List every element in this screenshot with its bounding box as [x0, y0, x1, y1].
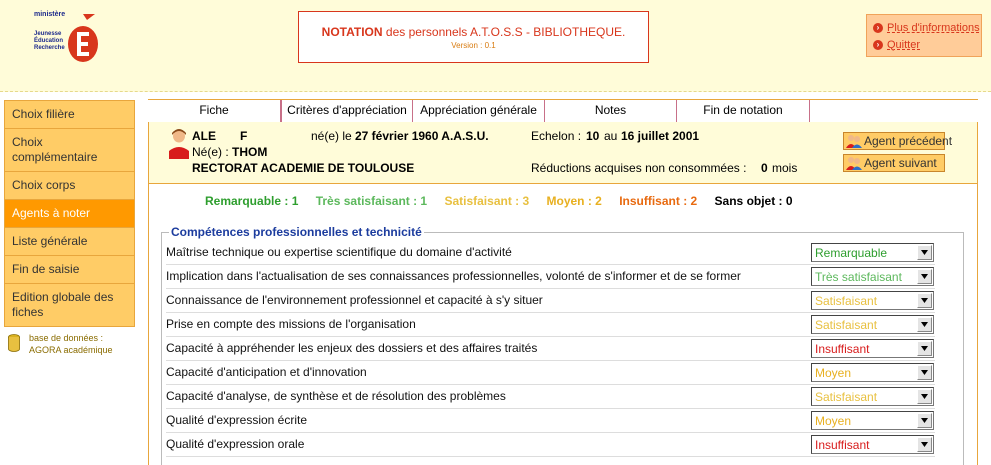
app-title-bold: NOTATION — [321, 25, 383, 39]
logo-e-mark-icon — [65, 12, 101, 66]
database-info — [8, 332, 138, 358]
criteria-label: Maîtrise technique ou expertise scientifique du domaine d'activité — [166, 245, 512, 259]
rating-select-value: Satisfaisant — [815, 294, 878, 308]
arrow-right-icon: › — [873, 40, 883, 50]
criteria-label: Qualité d'expression écrite — [166, 413, 308, 427]
sidebar-item-fin-de-saisie[interactable]: Fin de saisie — [4, 256, 135, 284]
criteria-label: Connaissance de l'environnement professionnel et capacité à s'y situer — [166, 293, 543, 307]
rating-select[interactable] — [811, 435, 934, 454]
dropdown-arrow-icon[interactable] — [917, 245, 932, 260]
sidebar-item-agents-a-noter[interactable]: Agents à noter — [4, 200, 135, 228]
rating-select[interactable] — [811, 291, 934, 310]
rating-select[interactable] — [811, 243, 934, 262]
database-name: AGORA académique — [29, 345, 113, 355]
dropdown-arrow-icon[interactable] — [917, 389, 932, 404]
agent-info-panel — [148, 122, 978, 184]
legend-moyen: Moyen : 2 — [546, 194, 602, 208]
dropdown-arrow-icon[interactable] — [917, 269, 932, 284]
echelon-value: 10 — [586, 129, 600, 143]
ministry-logo — [34, 12, 104, 70]
header-links-box — [866, 14, 982, 57]
tab-appreciation-generale[interactable]: Appréciation générale — [413, 100, 545, 123]
echelon-au: au — [604, 129, 618, 143]
rating-select[interactable] — [811, 387, 934, 406]
tab-notes[interactable]: Notes — [545, 100, 677, 123]
agent-surname: ALE — [192, 129, 216, 143]
app-version: Version : 0.1 — [451, 41, 496, 50]
rating-select-value: Très satisfaisant — [815, 270, 902, 284]
tab-bar — [148, 99, 978, 122]
users-icon — [846, 156, 862, 170]
dropdown-arrow-icon[interactable] — [917, 317, 932, 332]
agent-firstname: F — [240, 129, 248, 143]
previous-agent-label: Agent précédent — [864, 134, 953, 148]
rating-legend — [205, 194, 807, 208]
legend-tres-satisfaisant: Très satisfaisant : 1 — [315, 194, 428, 208]
rating-select[interactable] — [811, 315, 934, 334]
criteria-label: Capacité à appréhender les enjeux des dossiers et des affaires traités — [166, 341, 538, 355]
previous-agent-button[interactable] — [843, 132, 953, 150]
criteria-row — [166, 409, 935, 433]
section-title: Compétences professionnelles et technicité — [171, 225, 422, 239]
criteria-label: Implication dans l'actualisation de ses connaissances professionnelles, volonté de s'informer et de se former — [166, 269, 741, 283]
criteria-label: Capacité d'analyse, de synthèse et de résolution des problèmes — [166, 389, 506, 403]
dropdown-arrow-icon[interactable] — [917, 341, 932, 356]
quit-label: Quitter — [887, 39, 921, 51]
rating-select-value: Moyen — [815, 414, 852, 428]
reductions-unit: mois — [772, 161, 798, 175]
dropdown-arrow-icon[interactable] — [917, 365, 932, 380]
more-info-label: Plus d'informations — [887, 22, 980, 34]
dropdown-arrow-icon[interactable] — [917, 293, 932, 308]
sidebar-item-liste-generale[interactable]: Liste générale — [4, 228, 135, 256]
rating-select-value: Satisfaisant — [815, 390, 878, 404]
rating-select-value: Remarquable — [815, 246, 888, 260]
sidebar-item-choix-corps[interactable]: Choix corps — [4, 172, 135, 200]
birth-name-value: THOM — [232, 145, 268, 159]
sidebar-item-choix-filiere[interactable]: Choix filière — [4, 100, 135, 129]
tab-criteres-appreciation[interactable]: Critères d'appréciation — [281, 100, 413, 123]
criteria-row — [166, 361, 935, 385]
legend-satisfaisant: Satisfaisant : 3 — [444, 194, 530, 208]
sidebar-item-choix-complementaire[interactable]: Choix complémentaire — [4, 129, 135, 172]
next-agent-label: Agent suivant — [864, 156, 937, 170]
rating-select-value: Insuffisant — [815, 342, 870, 356]
sidebar-nav — [4, 100, 135, 327]
agent-affectation: RECTORAT ACADEMIE DE TOULOUSE — [192, 161, 415, 175]
legend-remarquable: Remarquable : 1 — [205, 194, 299, 208]
birth-name-label: Né(e) : — [192, 145, 229, 159]
rating-select-value: Satisfaisant — [815, 318, 878, 332]
criteria-row — [166, 385, 935, 409]
next-agent-button[interactable] — [843, 154, 945, 172]
echelon-label: Echelon : — [531, 129, 582, 143]
criteria-row — [166, 241, 935, 265]
more-info-link[interactable] — [873, 22, 980, 34]
criteria-label: Capacité d'anticipation et d'innovation — [166, 365, 367, 379]
criteria-row — [166, 313, 935, 337]
quit-link[interactable] — [873, 39, 920, 51]
rating-select-value: Moyen — [815, 366, 852, 380]
criteria-row — [166, 265, 935, 289]
tab-fin-de-notation[interactable]: Fin de notation — [677, 100, 810, 123]
database-label: base de données : — [29, 333, 104, 343]
database-icon — [8, 334, 20, 352]
criteria-label: Qualité d'expression orale — [166, 437, 305, 451]
tab-fiche[interactable]: Fiche — [148, 100, 281, 123]
criteria-label: Prise en compte des missions de l'organisation — [166, 317, 416, 331]
rating-select[interactable] — [811, 411, 934, 430]
reductions-value: 0 — [761, 161, 768, 175]
rating-select[interactable] — [811, 267, 934, 286]
birth-label: né(e) le — [311, 129, 352, 143]
page-header — [0, 0, 991, 92]
app-title-rest: des personnels A.T.O.S.S - BIBLIOTHEQUE. — [382, 25, 626, 39]
users-icon — [846, 134, 862, 148]
app-title-box — [298, 11, 649, 63]
logo-line-1: ministère — [34, 11, 66, 18]
dropdown-arrow-icon[interactable] — [917, 413, 932, 428]
sidebar-item-edition-globale[interactable]: Edition globale des fiches — [4, 284, 135, 327]
competences-fieldset — [161, 225, 964, 465]
logo-line-3: Éducation — [34, 38, 64, 44]
rating-select-value: Insuffisant — [815, 438, 870, 452]
logo-line-4: Recherche — [34, 45, 65, 51]
criteria-row — [166, 289, 935, 313]
dropdown-arrow-icon[interactable] — [917, 437, 932, 452]
person-icon — [168, 129, 190, 159]
criteria-panel — [148, 184, 978, 465]
logo-line-2: Jeunesse — [34, 31, 62, 37]
legend-insuffisant: Insuffisant : 2 — [619, 194, 698, 208]
reductions-label: Réductions acquises non consommées : — [531, 161, 747, 175]
legend-sans-objet: Sans objet : 0 — [714, 194, 793, 208]
arrow-right-icon: › — [873, 23, 883, 33]
echelon-date: 16 juillet 2001 — [621, 129, 700, 143]
rating-select[interactable] — [811, 363, 934, 382]
criteria-row — [166, 433, 935, 457]
criteria-row — [166, 337, 935, 361]
rating-select[interactable] — [811, 339, 934, 358]
birth-date: 27 février 1960 A.A.S.U. — [355, 129, 489, 143]
